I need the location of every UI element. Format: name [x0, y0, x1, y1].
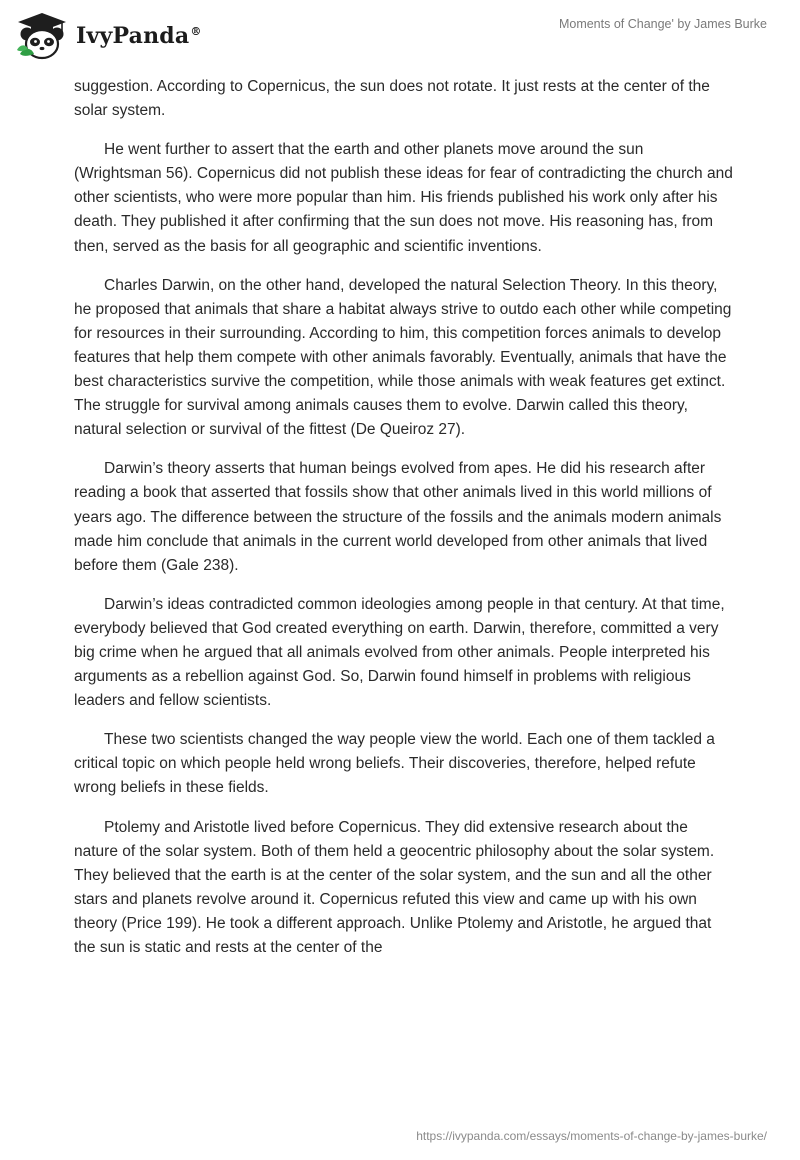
panda-graduate-icon — [14, 10, 70, 62]
source-url-link[interactable]: https://ivypanda.com/essays/moments-of-change-by-james-burke/ — [416, 1129, 767, 1143]
paragraph: Ptolemy and Aristotle lived before Copernicus. They did extensive research about the nature of the solar system. Both of them held a geocentric philosophy about the solar system. They believed that the earth is at the center of the solar system, and the sun and all the other stars and planets revolve around it. Copernicus refuted this view and came up with his own theory (Price 199). He took a different approach. Unlike Ptolemy and Aristotle, he argued that the sun is static and rests at the center of the — [74, 818, 715, 956]
paragraph-continuation: suggestion. According to Copernicus, the sun does not rotate. It just rests at the center of the solar system. — [74, 78, 710, 120]
page-header — [0, 0, 800, 70]
paragraph: He went further to assert that the earth and other planets move around the sun (Wrightsman 56). Copernicus did not publish these ideas for fear of contradicting the church and other scientists, who were more popular than him. His friends published his work only after his death. They published it after confirming that the sun does not move. His reasoning has, from then, served as the basis for all geographic and scientific inventions. — [74, 141, 733, 255]
paragraph: Charles Darwin, on the other hand, developed the natural Selection Theory. In this theory, he proposed that animals that share a habitat always strive to outdo each other while competing for resources in their surrounding. According to him, this competition forces animals to develop features that help them compete with other animals favorably. Eventually, animals that have the best characteristics survive the competition, while those animals with weak features get extinct. The struggle for survival among animals causes them to evolve. Darwin called this theory, natural selection or survival of the fittest (De Queiroz 27). — [74, 276, 732, 439]
brand-name — [76, 23, 202, 49]
paragraph: These two scientists changed the way people view the world. Each one of them tackled a critical topic on which people held wrong beliefs. Their discoveries, therefore, helped refute wrong beliefs in these fields. — [74, 731, 715, 797]
paragraph: Darwin’s ideas contradicted common ideologies among people in that century. At that time, everybody believed that God created everything on earth. Darwin, therefore, committed a very big crime when he argued that all animals evolved from other animals. People interpreted his arguments as a rebellion against God. So, Darwin found himself in problems with religious leaders and fellow scientists. — [74, 595, 725, 710]
document-title: Moments of Change' by James Burke — [558, 17, 767, 31]
essay-body — [74, 75, 734, 975]
trademark-mark: ® — [190, 24, 202, 38]
brand-text: IvyPanda — [76, 23, 190, 49]
paragraph: Darwin’s theory asserts that human beings evolved from apes. He did his research after reading a book that asserted that fossils show that other animals lived in this world millions of years ago. The difference between the structure of the fossils and the animals modern animals made him conclude that animals in the current world developed from other animals that lived before them (Gale 238). — [74, 460, 722, 574]
ivypanda-logo[interactable] — [14, 10, 202, 62]
